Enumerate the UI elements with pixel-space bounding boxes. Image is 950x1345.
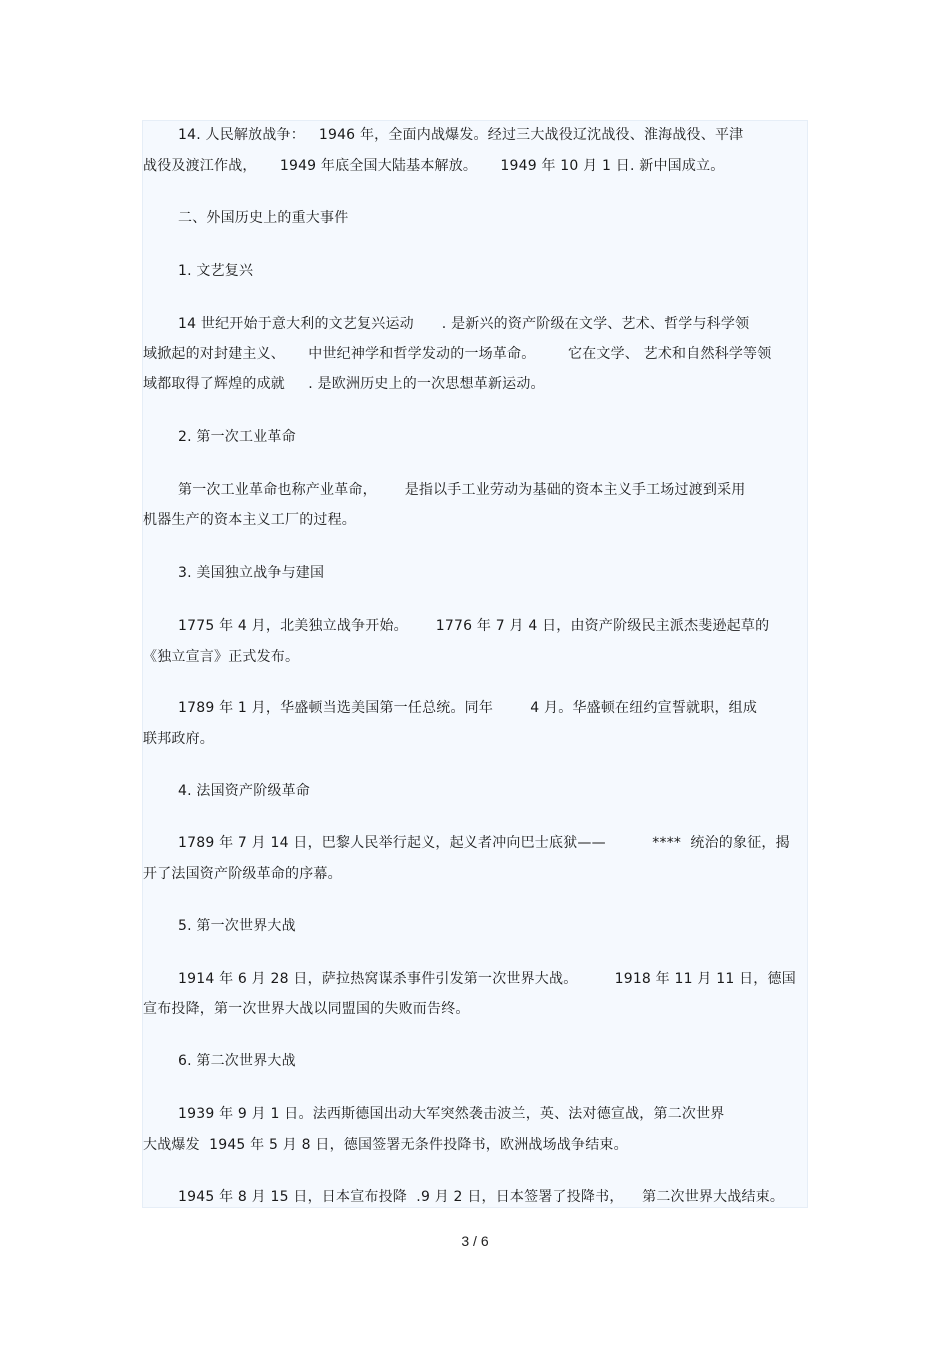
paragraph-line: 联邦政府。 — [143, 731, 214, 747]
subsection-heading: 2. 第一次工业革命 — [178, 429, 296, 445]
paragraph-line: 1945 年 8 月 15 日，日本宣布投降 .9 月 2 日，日本签署了投降书， 第二次世界大战结束。 — [178, 1189, 785, 1205]
paragraph-line: 《独立宣言》正式发布。 — [143, 649, 300, 665]
paragraph-line: 开了法国资产阶级革命的序幕。 — [143, 866, 342, 882]
page-number: 3 / 6 — [461, 1233, 489, 1249]
paragraph-line: 战役及渡江作战， 1949 年底全国大陆基本解放。 1949 年 10 月 1 日. 新中国成立。 — [143, 158, 725, 174]
subsection-heading: 6. 第二次世界大战 — [178, 1053, 296, 1069]
paragraph-line: 宣布投降，第一次世界大战以同盟国的失败而告终。 — [143, 1001, 470, 1017]
paragraph-line: 14. 人民解放战争： 1946 年，全面内战爆发。经过三大战役辽沈战役、淮海战役、平津 — [178, 127, 744, 143]
paragraph-line: 1914 年 6 月 28 日，萨拉热窝谋杀事件引发第一次世界大战。 1918 年 11 月 11 日，德国 — [178, 971, 796, 987]
subsection-heading: 1. 文艺复兴 — [178, 263, 254, 279]
paragraph-line: 1775 年 4 月，北美独立战争开始。 1776 年 7 月 4 日，由资产阶级民主派杰斐逊起草的 — [178, 618, 770, 634]
paragraph-line: 域掀起的对封建主义、 中世纪神学和哲学发动的一场革命。 它在文学、 艺术和自然科学等领 — [143, 346, 772, 362]
paragraph-line: 1939 年 9 月 1 日。法西斯德国出动大军突然袭击波兰，英、法对德宣战，第二次世界 — [178, 1106, 725, 1122]
paragraph-line: 大战爆发 1945 年 5 月 8 日，德国签署无条件投降书，欧洲战场战争结束。 — [143, 1137, 628, 1153]
subsection-heading: 4. 法国资产阶级革命 — [178, 783, 311, 799]
paragraph-line: 14 世纪开始于意大利的文艺复兴运动 . 是新兴的资产阶级在文学、艺术、哲学与科学领 — [178, 316, 750, 332]
paragraph-line: 1789 年 7 月 14 日，巴黎人民举行起义，起义者冲向巴士底狱—— **** 统治的象征，揭 — [178, 835, 790, 851]
subsection-heading: 3. 美国独立战争与建国 — [178, 565, 325, 581]
paragraph-line: 机器生产的资本主义工厂的过程。 — [143, 512, 356, 528]
paragraph-line: 域都取得了辉煌的成就 . 是欧洲历史上的一次思想革新运动。 — [143, 376, 545, 392]
section-heading: 二、外国历史上的重大事件 — [178, 210, 349, 226]
paragraph-line: 1789 年 1 月，华盛顿当选美国第一任总统。同年 4 月。华盛顿在纽约宣誓就职，组成 — [178, 700, 758, 716]
subsection-heading: 5. 第一次世界大战 — [178, 918, 296, 934]
paragraph-line: 第一次工业革命也称产业革命， 是指以手工业劳动为基础的资本主义手工场过渡到采用 — [178, 482, 746, 498]
